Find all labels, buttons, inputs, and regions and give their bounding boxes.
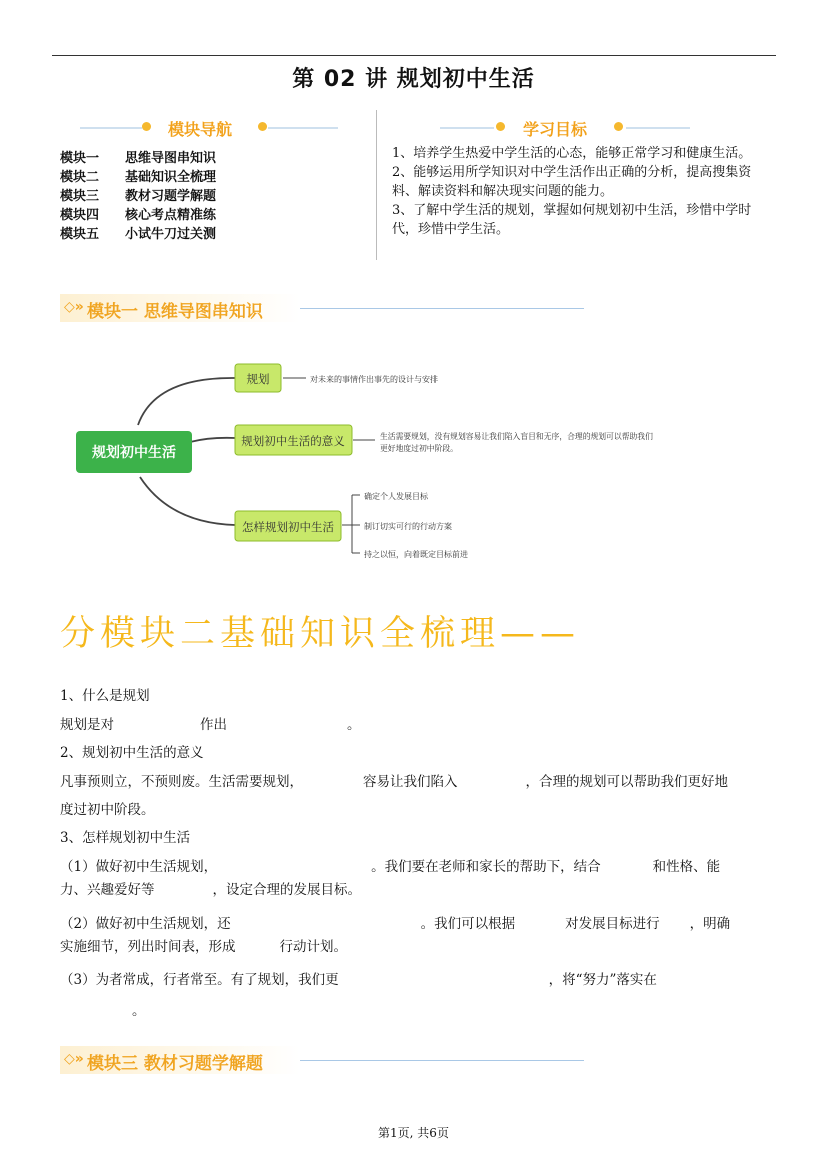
point-2-line-cont: 实施细节，列出时间表，形成 行动计划。 xyxy=(60,939,347,955)
question-3: 3、怎样规划初中生活 xyxy=(60,830,191,846)
answer-2-line-cont: 度过初中阶段。 xyxy=(60,802,155,818)
nav-header-line-left xyxy=(80,127,142,129)
goals-header-line-right xyxy=(626,127,690,129)
nav-header: 模块导航 xyxy=(168,120,233,139)
nav-header-dot-left xyxy=(142,122,151,131)
branch-line xyxy=(138,378,235,425)
module3-banner: ◇» 模块三 教材习题学解题 xyxy=(60,1046,586,1074)
node-plan-desc: 对未来的事情作出事先的设计与安排 xyxy=(310,375,438,384)
mind-map xyxy=(60,345,700,575)
nav-item: 模块二 基础知识全梳理 xyxy=(60,170,217,185)
nav-item: 模块五 小试牛刀过关测 xyxy=(60,227,217,242)
goal-item: 1、培养学生热爱中学生活的心态，能够正常学习和健康生活。 xyxy=(392,146,752,161)
module1-banner: ◇» 模块一 思维导图串知识 xyxy=(60,294,586,322)
question-1: 1、什么是规划 xyxy=(60,688,150,704)
branch-line xyxy=(140,477,235,525)
answer-2-line: 凡事预则立，不预则废。生活需要规划， 容易让我们陷入 ，合理的规划可以帮助我们更好地 xyxy=(60,774,728,790)
goal-item: 3、了解中学生活的规划，掌握如何规划初中生活，珍惜中学时代，珍惜中学生活。 xyxy=(392,203,752,237)
top-rule xyxy=(52,55,776,56)
answer-1-line: 规划是对 作出 。 xyxy=(60,717,361,733)
node-how-leaf: 确定个人发展目标 xyxy=(364,492,428,501)
question-2: 2、规划初中生活的意义 xyxy=(60,745,204,761)
goals-header-dot-left xyxy=(496,122,505,131)
root-node-label: 规划初中生活 xyxy=(92,445,176,461)
column-divider xyxy=(376,110,377,260)
branch-line xyxy=(190,438,235,442)
nav-item: 模块一 思维导图串知识 xyxy=(60,151,217,166)
point-3-line-cont: 。 xyxy=(132,1003,146,1019)
page-title: 第 02 讲 规划初中生活 xyxy=(292,67,535,92)
nav-item: 模块四 核心考点精准练 xyxy=(60,208,217,223)
node-meaning-label: 规划初中生活的意义 xyxy=(241,434,345,448)
section2-heading: 分模块二基础知识全梳理—— xyxy=(60,614,581,654)
double-chevron-icon: ◇» xyxy=(64,1051,84,1067)
module-nav-list xyxy=(60,149,216,244)
goals-header-line-left xyxy=(440,127,494,129)
nav-header-line-right xyxy=(268,127,338,129)
goals-header-dot-right xyxy=(614,122,623,131)
node-how-leaf: 制订切实可行的行动方案 xyxy=(364,522,452,531)
page-footer: 第1页, 共6页 xyxy=(378,1126,449,1140)
node-how-label: 怎样规划初中生活 xyxy=(242,520,334,534)
goal-item: 2、能够运用所学知识对中学生活作出正确的分析，提高搜集资料、解读资料和解决现实问题的能力。 xyxy=(392,165,752,199)
nav-header-dot-right xyxy=(258,122,267,131)
learning-goals xyxy=(392,144,752,239)
node-plan-label: 规划 xyxy=(246,372,270,386)
point-1-line-cont: 力、兴趣爱好等 ，设定合理的发展目标。 xyxy=(60,882,361,898)
node-meaning-desc-line: 生活需要规划，没有规划容易让我们陷入盲目和无序，合理的规划可以帮助我们 xyxy=(380,432,653,441)
goals-header: 学习目标 xyxy=(523,120,588,139)
nav-item: 模块三 教材习题学解题 xyxy=(60,189,217,204)
double-chevron-icon: ◇» xyxy=(64,299,84,315)
point-1-line: （1）做好初中生活规划， 。我们要在老师和家长的帮助下，结合 和性格、能 xyxy=(60,859,721,875)
node-how-leaf: 持之以恒，向着既定目标前进 xyxy=(364,550,468,559)
point-3-line: （3）为者常成，行者常至。有了规划，我们更 ，将“努力”落实在 xyxy=(60,972,657,988)
node-meaning-desc-line: 更好地度过初中阶段。 xyxy=(380,444,458,453)
point-2-line: （2）做好初中生活规划，还 。我们可以根据 对发展目标进行 ，明确 xyxy=(60,916,731,932)
